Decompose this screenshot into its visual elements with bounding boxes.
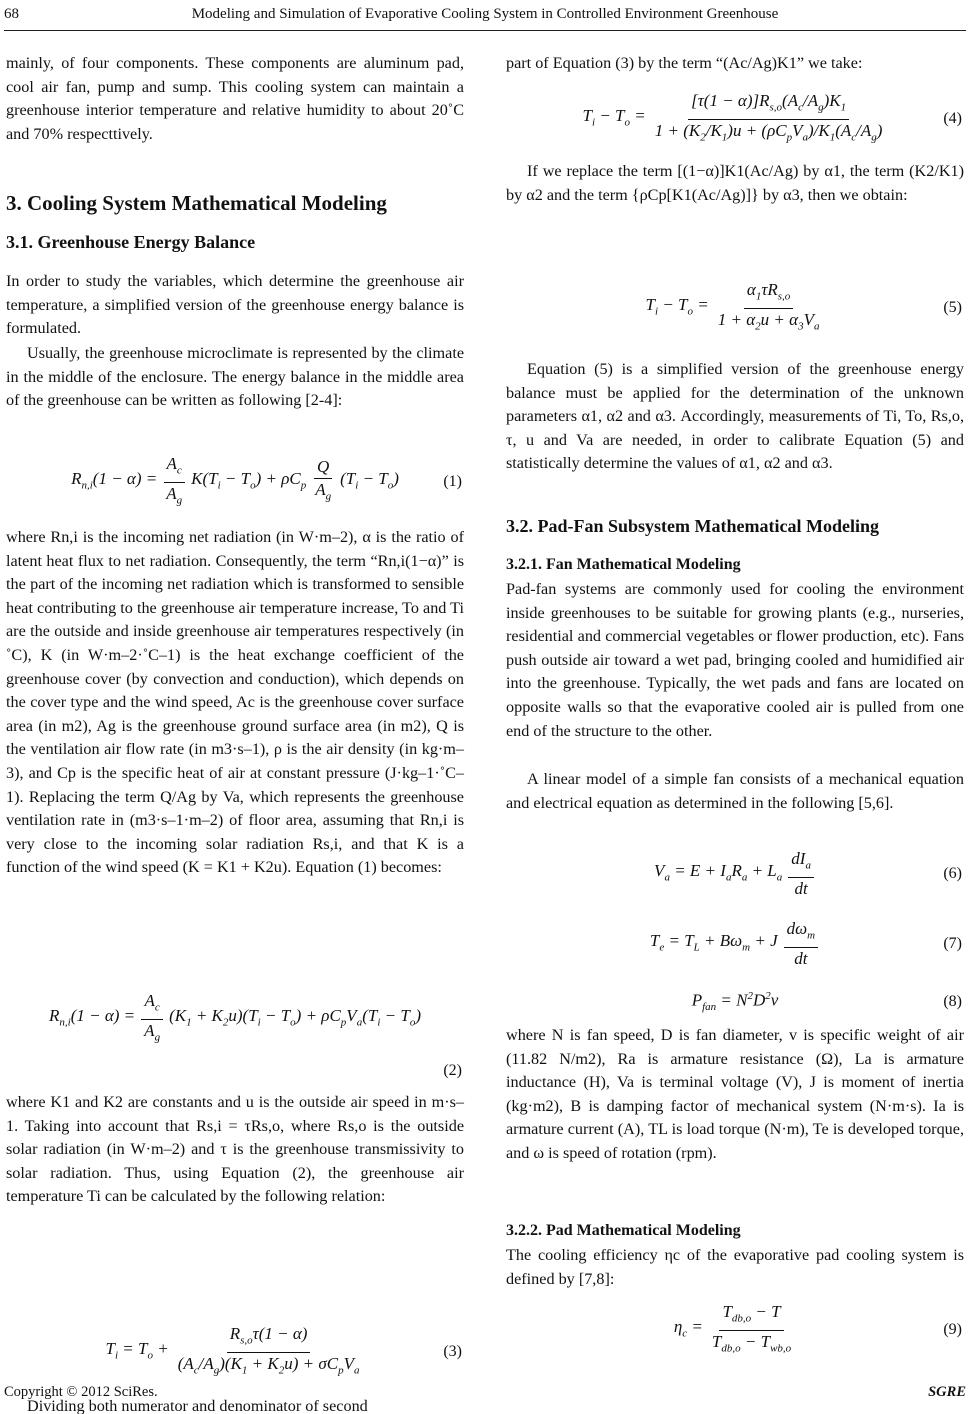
equation-number: (7) xyxy=(943,935,962,953)
section-heading: 3. Cooling System Mathematical Modeling xyxy=(6,191,387,215)
equation-number: (8) xyxy=(943,993,962,1011)
subsubsection-heading: 3.2.1. Fan Mathematical Modeling xyxy=(506,556,741,573)
equation-number: (1) xyxy=(443,473,462,491)
equation-9 xyxy=(506,1292,964,1368)
right-column xyxy=(506,52,964,1368)
equation-body: $T_i - T_o$ = $\frac{\alpha_1\tau R_{s,o}}{1 + \alpha_2u + \alpha_3V_a}$ xyxy=(645,280,820,332)
paragraph: In order to study the variables, which determine the greenhouse air temperature, a simplified version of the greenhouse energy balance is formulated. xyxy=(6,272,464,338)
header-rule xyxy=(4,30,966,31)
paragraph: part of Equation (3) by the term “(Ac/Ag)K1” we take: xyxy=(506,54,863,72)
paragraph: If we replace the term [(1−α)]K1(Ac/Ag) by α1, the term (K2/K1) by α2 and the term {ρCp[K1(Ac/Ag)]} by α3, then we obtain: xyxy=(506,162,964,204)
copyright-notice: Copyright © 2012 SciRes. xyxy=(4,1384,158,1400)
paragraph: Pad-fan systems are commonly used for cooling the environment inside greenhouses to be suitable for growing plants (e.g., nurseries, residential and commercial vegetables or flower production, etc). Fans push outside air toward a wet pad, bringing cooled and humidified air into the greenhouse. Typically, the wet pads and fans are located on opposite walls so that the evaporative cooled air is pulled from one end of the structure to the other. xyxy=(506,580,964,740)
running-title: Modeling and Simulation of Evaporative Cooling System in Controlled Environment Greenhouse xyxy=(191,6,779,22)
equation-body: $V_a = E + I_aR_a + L_a$ $\frac{dI_a}{dt}$ xyxy=(654,848,816,899)
paragraph: Usually, the greenhouse microclimate is represented by the climate in the middle of the enclosure. The energy balance in the middle area of the greenhouse can be written as following [2-4]: xyxy=(6,344,464,410)
equation-body: $R_{n,i}(1 - \alpha)$ = $\frac{A_c}{A_g}$ $(K_1 + K_2u)(T_i - T_o) + \rho C_pV_a(T_i - T_o)$ xyxy=(49,991,421,1043)
subsection-heading: 3.1. Greenhouse Energy Balance xyxy=(6,232,256,252)
paragraph: mainly, of four components. These components are aluminum pad, cool air fan, pump and sump. This cooling system can maintain a greenhouse interior temperature and relative humidity to about 20˚C and 70% respecttively. xyxy=(6,54,464,143)
equation-1 xyxy=(6,438,464,526)
equation-3 xyxy=(6,1309,464,1395)
equation-body: $\eta_c$ = $\frac{T_{db,o} - T}{T_{db,o} - T_{wb,o}}$ xyxy=(673,1302,792,1354)
equation-body: $T_i - T_o$ = $\frac{[\tau(1 - \alpha)]R_{s,o}(A_c/A_g)K_1}{1 + (K_2/K_1)u + (\rho C_pV_a)/K_1(A_c/A_g)}$ xyxy=(582,91,883,143)
equation-body: $T_i = T_o$ + $\frac{R_{s,o}\tau(1 - \alpha)}{(A_c/A_g)(K_1 + K_2u) + \sigma C_pV_a}$ xyxy=(105,1324,360,1376)
paragraph: A linear model of a simple fan consists of a mechanical equation and electrical equation as determined in the following [5,6]. xyxy=(506,770,964,812)
paragraph: Dividing both numerator and denominator of second xyxy=(27,1397,368,1414)
paragraph: where K1 and K2 are constants and u is the outside air speed in m·s–1. Taking into account that Rs,i = τRs,o, where Rs,o is the outside solar radiation (in W·m–2) and τ is the greenhouse transmissivity to solar radiation. Thus, using Equation (2), the greenhouse air temperature Ti can be calculated by the following relation: xyxy=(6,1093,464,1206)
equation-7 xyxy=(506,908,964,980)
page-footer xyxy=(4,1384,966,1406)
equation-2 xyxy=(6,979,464,1091)
paragraph: The cooling efficiency ηc of the evaporative pad cooling system is defined by [7,8]: xyxy=(506,1246,964,1288)
equation-8 xyxy=(506,980,964,1024)
equation-body: $R_{n,i}(1 - \alpha)$ = $\frac{A_c}{A_g}$ $K(T_i - T_o) + \rho C_p$ $\frac{Q}{A_g}$ $(T_i - T_o)$ xyxy=(71,454,399,506)
subsection-heading: 3.2. Pad-Fan Subsystem Mathematical Modeling xyxy=(506,516,879,536)
subsubsection-heading: 3.2.2. Pad Mathematical Modeling xyxy=(506,1222,741,1239)
equation-6 xyxy=(506,840,964,908)
equation-number: (9) xyxy=(943,1321,962,1339)
equation-number: (6) xyxy=(943,865,962,883)
left-column xyxy=(6,52,464,1414)
equation-5 xyxy=(506,266,964,350)
paragraph: Equation (5) is a simplified version of the greenhouse energy balance must be applied for the determination of the unknown parameters α1, α2 and α3. Accordingly, measurements of Ti, To, Rs,o, τ, u and Va are needed, in order to calibrate Equation (5) and statistically determine the values of α1, α2 and α3. xyxy=(506,360,964,473)
journal-abbreviation: SGRE xyxy=(928,1384,966,1400)
equation-4 xyxy=(506,78,964,160)
equation-body: $P_{fan} = N^2D^2v$ xyxy=(691,989,779,1013)
paragraph: where Rn,i is the incoming net radiation (in W·m–2), α is the ratio of latent heat flux to net radiation. Consequently, the term “Rn,i(1−α)” is the part of the incoming net radiation which is transformed to sensible heat contributing to the greenhouse air temperature increase, To and Ti are the outside and inside greenhouse air temperatures respectively (in ˚C), K (in W·m–2·˚C–1) is the heat exchange coefficient of the greenhouse cover (by convection and conduction), which depends on the cover type and the wind speed, Ac is the greenhouse cover surface area (in m2), Ag is the greenhouse ground surface area (in m2), Q is the ventilation air flow rate (in m3·s–1), ρ is the air density (in kg·m–3), and Cp is the specific heat of air at constant pressure (J·kg–1·˚C–1). Replacing the term Q/Ag by Va, which represents the greenhouse ventilation rate in (m3·s–1·m–2) of floor area, assuming that Rn,i is very close to the incoming solar radiation Rs,i, and that K is a function of the wind speed (K = K1 + K2u). Equation (1) becomes: xyxy=(6,528,464,877)
page-header xyxy=(4,6,966,28)
equation-number: (5) xyxy=(943,299,962,317)
equation-body: $T_e = T_L + B\omega_m + J$ $\frac{d\omega_m}{dt}$ xyxy=(650,918,820,969)
equation-number: (2) xyxy=(443,1062,462,1079)
equation-number: (4) xyxy=(943,110,962,128)
paragraph: where N is fan speed, D is fan diameter, v is specific weight of air (11.82 N/m2), Ra is armature resistance (Ω), La is armature inductance (H), Va is terminal voltage (V), J is moment of inertia (kg·m2), B is damping factor of mechanical system (N·m·s). Ia is armature current (A), TL is load torque (N·m), Te is developed torque, and ω is speed of rotation (rpm). xyxy=(506,1026,964,1162)
equation-number: (3) xyxy=(443,1343,462,1361)
page-number: 68 xyxy=(4,6,19,22)
